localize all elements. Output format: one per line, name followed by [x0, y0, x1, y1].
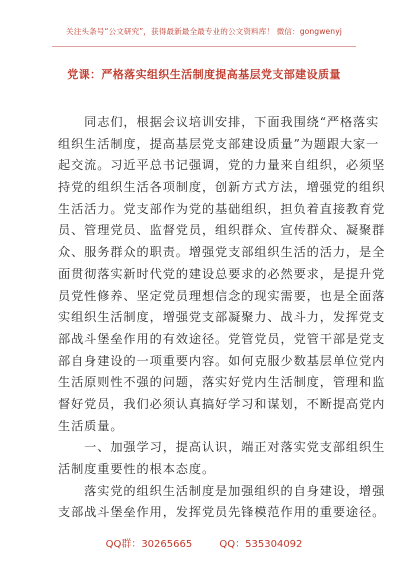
- body-line: 员党性修养、坚定党员理想信念的现实需要，也是全面落: [58, 288, 386, 303]
- body-line: 生活原则性不强的问题，落实好党内生活制度，管理和监: [58, 375, 386, 390]
- body-line: 众、服务群众的职责。增强党支部组织生活的活力，是全: [58, 245, 386, 260]
- footer-qq-group: QQ群：30265665: [105, 539, 193, 550]
- header-notice: 关注头条号“公文研究”，获得最新最全最专业的公文资料库！ 微信：gongwenyj: [66, 27, 342, 36]
- body-line: 起交流。习近平总书记强调，党的力量来自组织，必须坚: [58, 158, 386, 173]
- body-line: 面贯彻落实新时代党的建设总要求的必然要求，是提升党: [58, 266, 386, 281]
- footer-qq: QQ：535304092: [219, 539, 303, 550]
- body-line: 生活活力。党支部作为党的基础组织，担负着直接教育党: [58, 201, 386, 216]
- body-line: 支部战斗堡垒作用，发挥党员先锋模范作用的重要途径。: [58, 505, 386, 520]
- body-line: 组织生活制度，提高基层党支部建设质量”为题跟大家一: [58, 136, 380, 151]
- header-divider: [52, 46, 356, 47]
- body-line: 同志们，根据会议培训安排，下面我围绕“严格落实: [58, 115, 380, 129]
- document-title: 党课：严格落实组织生活制度提高基层党支部建设质量: [67, 68, 341, 81]
- document-body: [58, 112, 386, 524]
- body-line: 实组织生活制度，增强党支部凝聚力、战斗力，发挥党支: [58, 310, 386, 325]
- body-line: 督好党员，我们必须认真搞好学习和谋划，不断提高党内: [58, 396, 386, 411]
- body-line: 一、加强学习，提高认识，端正对落实党支部组织生: [58, 440, 386, 455]
- body-line: 员、管理党员、监督党员，组织群众、宣传群众、凝聚群: [58, 223, 386, 238]
- body-line: 生活质量。: [58, 418, 124, 433]
- body-line: 部战斗堡垒作用的有效途径。党管党员，党管干部是党支: [58, 331, 386, 346]
- footer-contact: [0, 535, 408, 550]
- body-line: 落实党的组织生活制度是加强组织的自身建设，增强: [58, 483, 386, 498]
- body-line: 持党的组织生活各项制度，创新方式方法，增强党的组织: [58, 180, 386, 195]
- body-line: 活制度重要性的根本态度。: [58, 462, 216, 476]
- body-line: 部自身建设的一项重要内容。如何克服少数基层单位党内: [58, 353, 386, 368]
